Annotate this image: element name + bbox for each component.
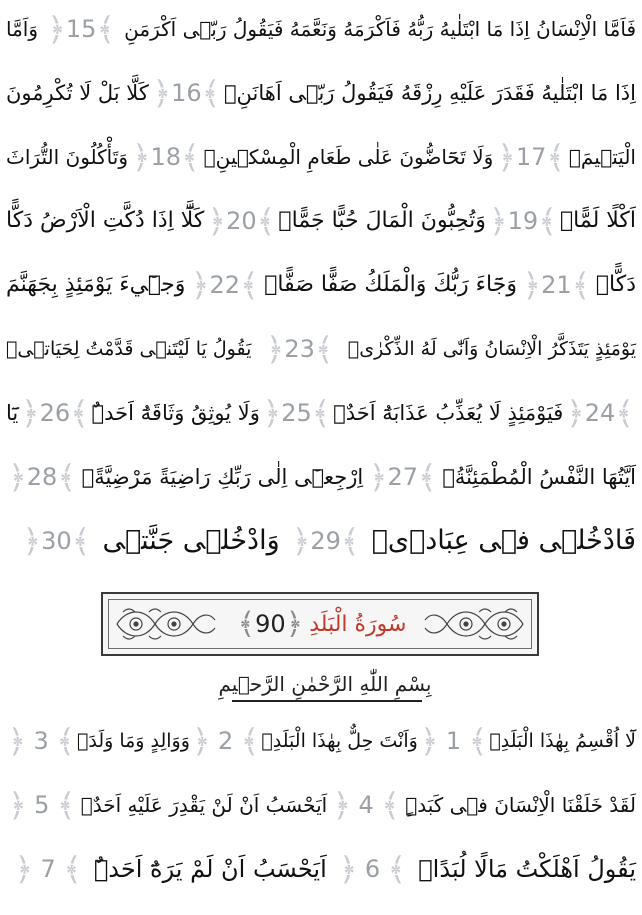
- ayah-number: 23: [284, 335, 315, 363]
- ayah-number-marker: ﴿ 15 ﴾: [47, 10, 116, 48]
- ayah-number: 5: [34, 791, 50, 819]
- verse-line: [6, 512, 636, 570]
- ayah-number-marker: ﴿ 23 ﴾: [265, 330, 334, 368]
- verse-text: كَلَّٓا اِذَا دُكَّتِ الْاَرْضُ دَكًّا: [6, 208, 205, 233]
- ornament-right-icon: [419, 602, 529, 646]
- ayah-number: 17: [515, 143, 547, 171]
- verse-line: [6, 776, 636, 834]
- verse-text: وَلَا يُوثِقُ وَثَاقَهُٓ اَحَدٌۜ: [91, 401, 260, 425]
- ayah-number-marker: ﴿ 4 ﴾: [332, 786, 400, 824]
- verse-text: وَوَالِدٍ وَمَا وَلَدَۙ: [76, 730, 190, 752]
- ayah-number-marker: ﴿ 25 ﴾: [262, 394, 331, 432]
- ayah-number: 4: [358, 791, 374, 819]
- verse-line: [6, 448, 636, 506]
- verse-text: فَاَمَّا الْاِنْسَانُ اِذَا مَا ابْتَلٰيهُ رَبُّهُ فَاَكْرَمَهُ وَنَعَّمَهُ فَيَقُولُ رَبّٖى اَكْرَمَنِ: [124, 17, 636, 41]
- surah-name: سُورَةُ الْبَلَدِ: [309, 611, 407, 637]
- ayah-number-marker: ﴿ 7 ﴾: [14, 850, 82, 888]
- verse-text: يَقُولُ يَا لَيْتَنٖى قَدَّمْتُ لِحَيَاتٖىۚ: [6, 338, 252, 360]
- verse-line: [6, 256, 636, 314]
- ayah-number: 27: [387, 463, 419, 491]
- ayah-number-marker: ﴿ 27 ﴾: [368, 458, 437, 496]
- ayah-number-marker: ﴿ 21 ﴾: [522, 266, 591, 304]
- ayah-number-marker: ﴿ 19 ﴾: [488, 202, 557, 240]
- verse-text: يَٓا: [6, 401, 19, 425]
- ayah-number-marker: ﴿ 20 ﴾: [207, 202, 276, 240]
- ayah-number-marker: ﴿ 2 ﴾: [191, 722, 260, 760]
- verse-line: [6, 384, 636, 442]
- ayah-number: 29: [310, 527, 341, 555]
- verse-text: وَلَا تَحَٓاضُّونَ عَلٰى طَعَامِ الْمِسْكٖينِۙ: [203, 145, 494, 169]
- ayah-number-marker: ﴿ 26 ﴾: [20, 394, 89, 432]
- verse-text: لَٓا اُقْسِمُ بِهٰذَا الْبَلَدِۙ: [489, 730, 636, 752]
- ayah-number-marker: ﴿ 22 ﴾: [190, 266, 259, 304]
- verse-text: وَجٖٓيءَ يَوْمَئِذٍ بِجَهَنَّمَ: [6, 272, 186, 297]
- verse-text: وَاَمَّا: [6, 17, 39, 41]
- surah-number-marker: ﴾ 90 ﴿: [237, 606, 304, 642]
- ayah-number-marker: ﴿ 24 ﴾: [565, 394, 634, 432]
- ayah-number-marker: ﴿ 3 ﴾: [7, 722, 75, 760]
- ayah-number: 28: [26, 463, 58, 491]
- ayah-number-marker: ﴿ 1 ﴾: [419, 722, 488, 760]
- basmala: بِسْمِ اللّٰهِ الرَّحْمٰنِ الرَّحٖيمِ: [218, 672, 432, 696]
- ayah-number: 22: [209, 271, 241, 299]
- ayah-number-marker: ﴿ 28 ﴾: [8, 458, 77, 496]
- verse-text: فَادْخُلٖى فٖى عِبَادٖىۙ: [371, 525, 636, 556]
- ornament-left-icon: [111, 602, 221, 646]
- verse-text: كَلَّا بَلْ لَا تُكْرِمُونَ: [6, 81, 149, 105]
- ayah-number-marker: ﴿ 29 ﴾: [291, 522, 360, 560]
- ayah-number: 26: [39, 399, 71, 427]
- surah-number: 90: [255, 610, 286, 638]
- ayah-number: 15: [65, 15, 97, 43]
- ayah-number-marker: ﴿ 16 ﴾: [152, 74, 221, 112]
- verse-text: اَكْلًا لَمًّاۙ: [559, 208, 636, 233]
- ayah-number: 21: [541, 271, 572, 299]
- verse-line: [6, 64, 636, 122]
- verse-text: اِرْجِعٖٓى اِلٰى رَبِّكِ رَاضِيَةً مَرْضِيَّةًۚ: [81, 465, 364, 489]
- ayah-number: 18: [150, 143, 182, 171]
- ayah-number: 2: [218, 727, 234, 755]
- verse-text: فَيَوْمَئِذٍ لَا يُعَذِّبُ عَذَابَهُٓ اَحَدٌۙ: [333, 401, 564, 425]
- verse-text: اَيَّتُهَا النَّفْسُ الْمُطْمَئِنَّةُۗ: [442, 465, 636, 489]
- verse-text: اَيَحْسَبُ اَنْ لَنْ يَقْدِرَ عَلَيْهِ اَحَدٌۢ: [80, 793, 328, 817]
- surah-header-frame: [101, 592, 539, 656]
- ayah-number: 7: [40, 855, 56, 883]
- ayah-number-marker: ﴿ 17 ﴾: [497, 138, 566, 176]
- verse-text: وَتَأْكُلُونَ التُّرَاثَ: [6, 145, 128, 169]
- verse-text: وَاَنْتَ حِلٌّ بِهٰذَا الْبَلَدِۙ: [261, 730, 418, 752]
- ayah-number: 16: [171, 79, 202, 107]
- verse-line: [6, 320, 636, 378]
- basmala-underline: [232, 700, 422, 702]
- verse-line: [6, 0, 636, 58]
- ayah-number: 6: [364, 855, 381, 883]
- verse-text: يَوْمَئِذٍ يَتَذَكَّرُ الْاِنْسَانُ وَاَنّٰى لَهُ الذِّكْرٰىۜ: [347, 338, 636, 360]
- verse-text: يَقُولُ اَهْلَكْتُ مَالًا لُبَدًاۜ: [418, 855, 636, 883]
- verse-text: اِذَا مَا ابْتَلٰيهُ فَقَدَرَ عَلَيْهِ رِزْقَهُ فَيَقُولُ رَبّٖى اَهَانَنِۚ: [223, 81, 636, 105]
- verse-text: وَجَٓاءَ رَبُّكَ وَالْمَلَكُ صَفًّا صَفًّاۚ: [264, 272, 517, 297]
- ayah-number: 24: [584, 399, 616, 427]
- verse-text: دَكًّاۙ: [595, 272, 636, 297]
- verse-line: [6, 840, 636, 898]
- verse-text: الْيَتٖيمَۙ: [568, 145, 636, 169]
- verse-text: لَقَدْ خَلَقْنَا الْاِنْسَانَ فٖى كَبَدٍۜ: [405, 793, 636, 817]
- verse-text: وَادْخُلٖى جَنَّتٖى: [102, 525, 280, 556]
- ayah-number-marker: ﴿ 30 ﴾: [22, 522, 91, 560]
- ayah-number-marker: ﴿ 6 ﴾: [338, 850, 407, 888]
- ayah-number-marker: ﴿ 5 ﴾: [8, 786, 76, 824]
- verse-line: [6, 712, 636, 770]
- ayah-number: 19: [507, 207, 539, 235]
- ayah-number: 30: [41, 527, 72, 555]
- verse-text: اَيَحْسَبُ اَنْ لَمْ يَرَهُٓ اَحَدٌۜ: [93, 855, 327, 883]
- ayah-number: 1: [445, 727, 462, 755]
- ayah-number: 25: [281, 399, 312, 427]
- verse-line: [6, 128, 636, 186]
- ayah-number: 3: [33, 727, 49, 755]
- verse-text: وَتُحِبُّونَ الْمَالَ حُبًّا جَمًّاۜ: [278, 208, 486, 233]
- surah-title-group: [237, 602, 407, 646]
- ayah-number: 20: [226, 207, 257, 235]
- ayah-number-marker: ﴿ 18 ﴾: [131, 138, 200, 176]
- verse-line: [6, 192, 636, 250]
